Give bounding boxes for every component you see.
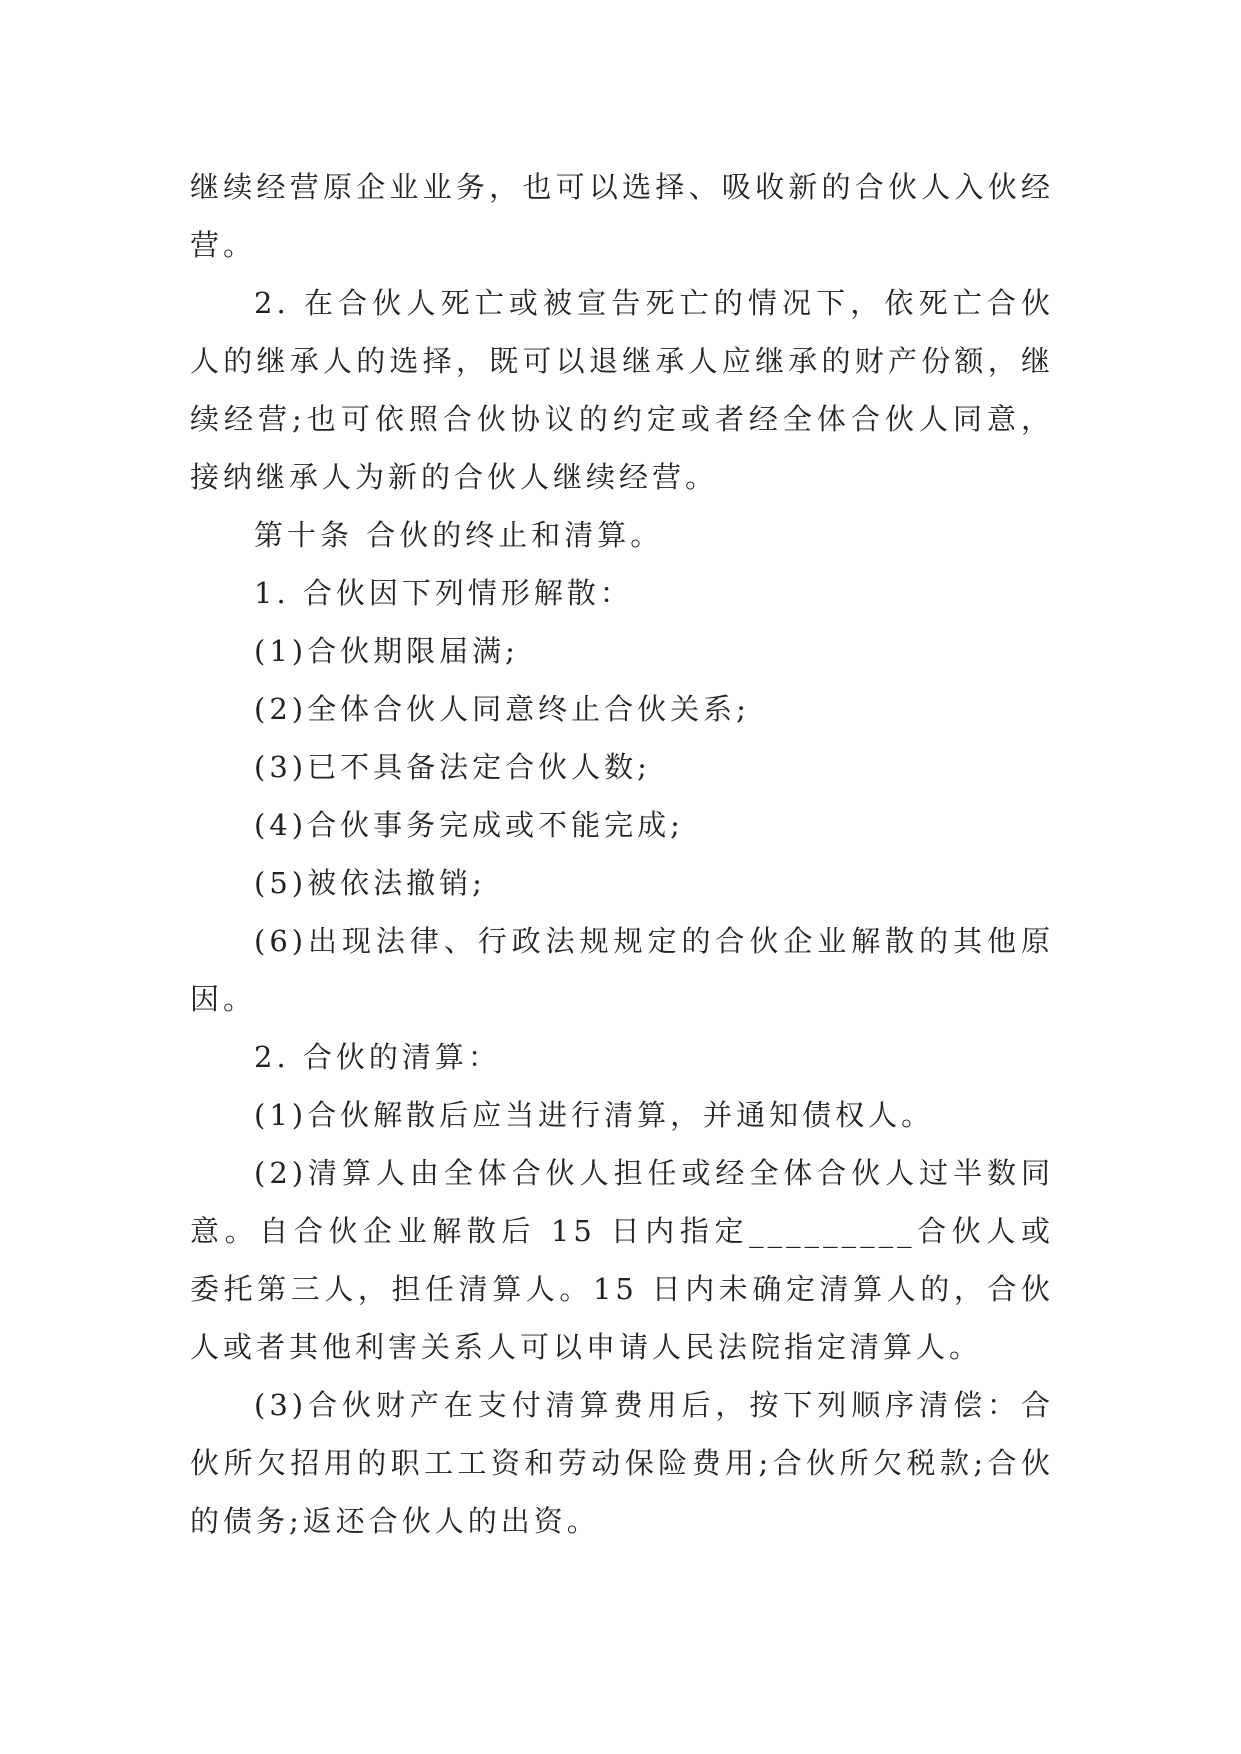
paragraph-liquidation-intro: 2. 合伙的清算： [254,1040,501,1074]
paragraph-clause-2-succession: 2. 在合伙人死亡或被宣告死亡的情况下，依死亡合伙人的继承人的选择，既可以退继承人应继承的财产份额，继续经营;也可依照合伙协议的约定或者经全体合伙人同意，接纳继承人为新的合伙人继续经营。 [190,286,1054,494]
liquidation-item-1: (1)合伙解散后应当进行清算，并通知债权人。 [254,1098,935,1132]
liquidation-item-3: (3)合伙财产在支付清算费用后，按下列顺序清偿：合伙所欠招用的职工工资和劳动保险费用;合伙所欠税款;合伙的债务;返还合伙人的出资。 [190,1388,1054,1538]
dissolution-item-5: (5)被依法撤销; [254,866,486,900]
document-body [190,158,1054,1550]
dissolution-item-2: (2)全体合伙人同意终止合伙关系; [254,692,750,726]
dissolution-item-6: (6)出现法律、行政法规规定的合伙企业解散的其他原因。 [190,924,1054,1016]
dissolution-item-1: (1)合伙期限届满; [254,634,519,668]
article-ten-heading: 第十条 合伙的终止和清算。 [254,518,664,552]
paragraph-dissolution-intro: 1. 合伙因下列情形解散： [254,576,633,610]
dissolution-item-4: (4)合伙事务完成或不能完成; [254,808,684,842]
paragraph-continuation: 继续经营原企业业务，也可以选择、吸收新的合伙人入伙经营。 [190,170,1054,262]
dissolution-item-3: (3)已不具备法定合伙人数; [254,750,651,784]
liquidation-item-2: (2)清算人由全体合伙人担任或经全体合伙人过半数同意。自合伙企业解散后 15 日内指定_________合伙人或委托第三人，担任清算人。15 日内未确定清算人的，合伙人或者其他利害关系人可以申请人民法院指定清算人。 [190,1156,1054,1364]
